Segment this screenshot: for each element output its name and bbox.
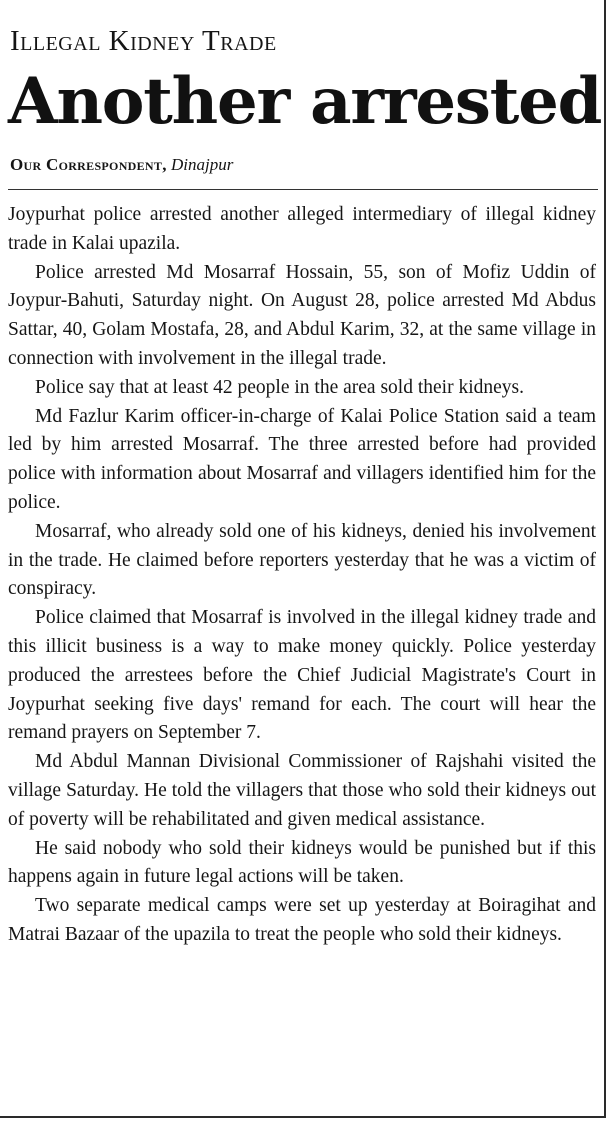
article-paragraph: Two separate medical camps were set up yesterday at Boiragihat and Matrai Bazaar of the upazila to treat the people who sold their kidneys. xyxy=(8,895,596,945)
byline-divider xyxy=(8,189,598,190)
byline-location: Dinajpur xyxy=(171,155,234,174)
headline: Another arrested xyxy=(8,64,602,139)
article-paragraph: Md Abdul Mannan Divisional Commissioner of Rajshahi visited the village Saturday. He told the villagers that those who sold their kidneys out of poverty will be rehabilitated and given medical assistance. xyxy=(8,751,596,830)
article-paragraph: Police arrested Md Mosarraf Hossain, 55, son of Mofiz Uddin of Joypur-Bahuti, Saturday night. On August 28, police arrested Md Abdus Sattar, 40, Golam Mostafa, 28, and Abdul Karim, 32, at the same village in connection with involvement in the illegal trade. xyxy=(8,261,596,369)
section-kicker: Illegal Kidney Trade xyxy=(10,25,277,57)
byline xyxy=(10,155,233,175)
article-paragraph: Joypurhat police arrested another alleged intermediary of illegal kidney trade in Kalai upazila. xyxy=(8,204,596,254)
article-paragraph: Md Fazlur Karim officer-in-charge of Kalai Police Station said a team led by him arrested Mosarraf. The three arrested before had provided police with information about Mosarraf and villagers identified him for the police. xyxy=(8,405,596,513)
byline-author: Our Correspondent, xyxy=(10,155,167,174)
article-paragraph: Police say that at least 42 people in the area sold their kidneys. xyxy=(35,376,524,398)
article-paragraph: Police claimed that Mosarraf is involved in the illegal kidney trade and this illicit business is a way to make money quickly. Police yesterday produced the arrestees before the Chief Judicial Magistrate's Court in Joypurhat seeking five days' remand for each. The court will hear the remand prayers on September 7. xyxy=(8,607,596,744)
article-paragraph: He said nobody who sold their kidneys would be punished but if this happens again in future legal actions will be taken. xyxy=(8,837,596,888)
article-body xyxy=(8,201,596,950)
article-paragraph: Mosarraf, who already sold one of his kidneys, denied his involvement in the trade. He claimed before reporters yesterday that he was a victim of conspiracy. xyxy=(8,520,596,600)
